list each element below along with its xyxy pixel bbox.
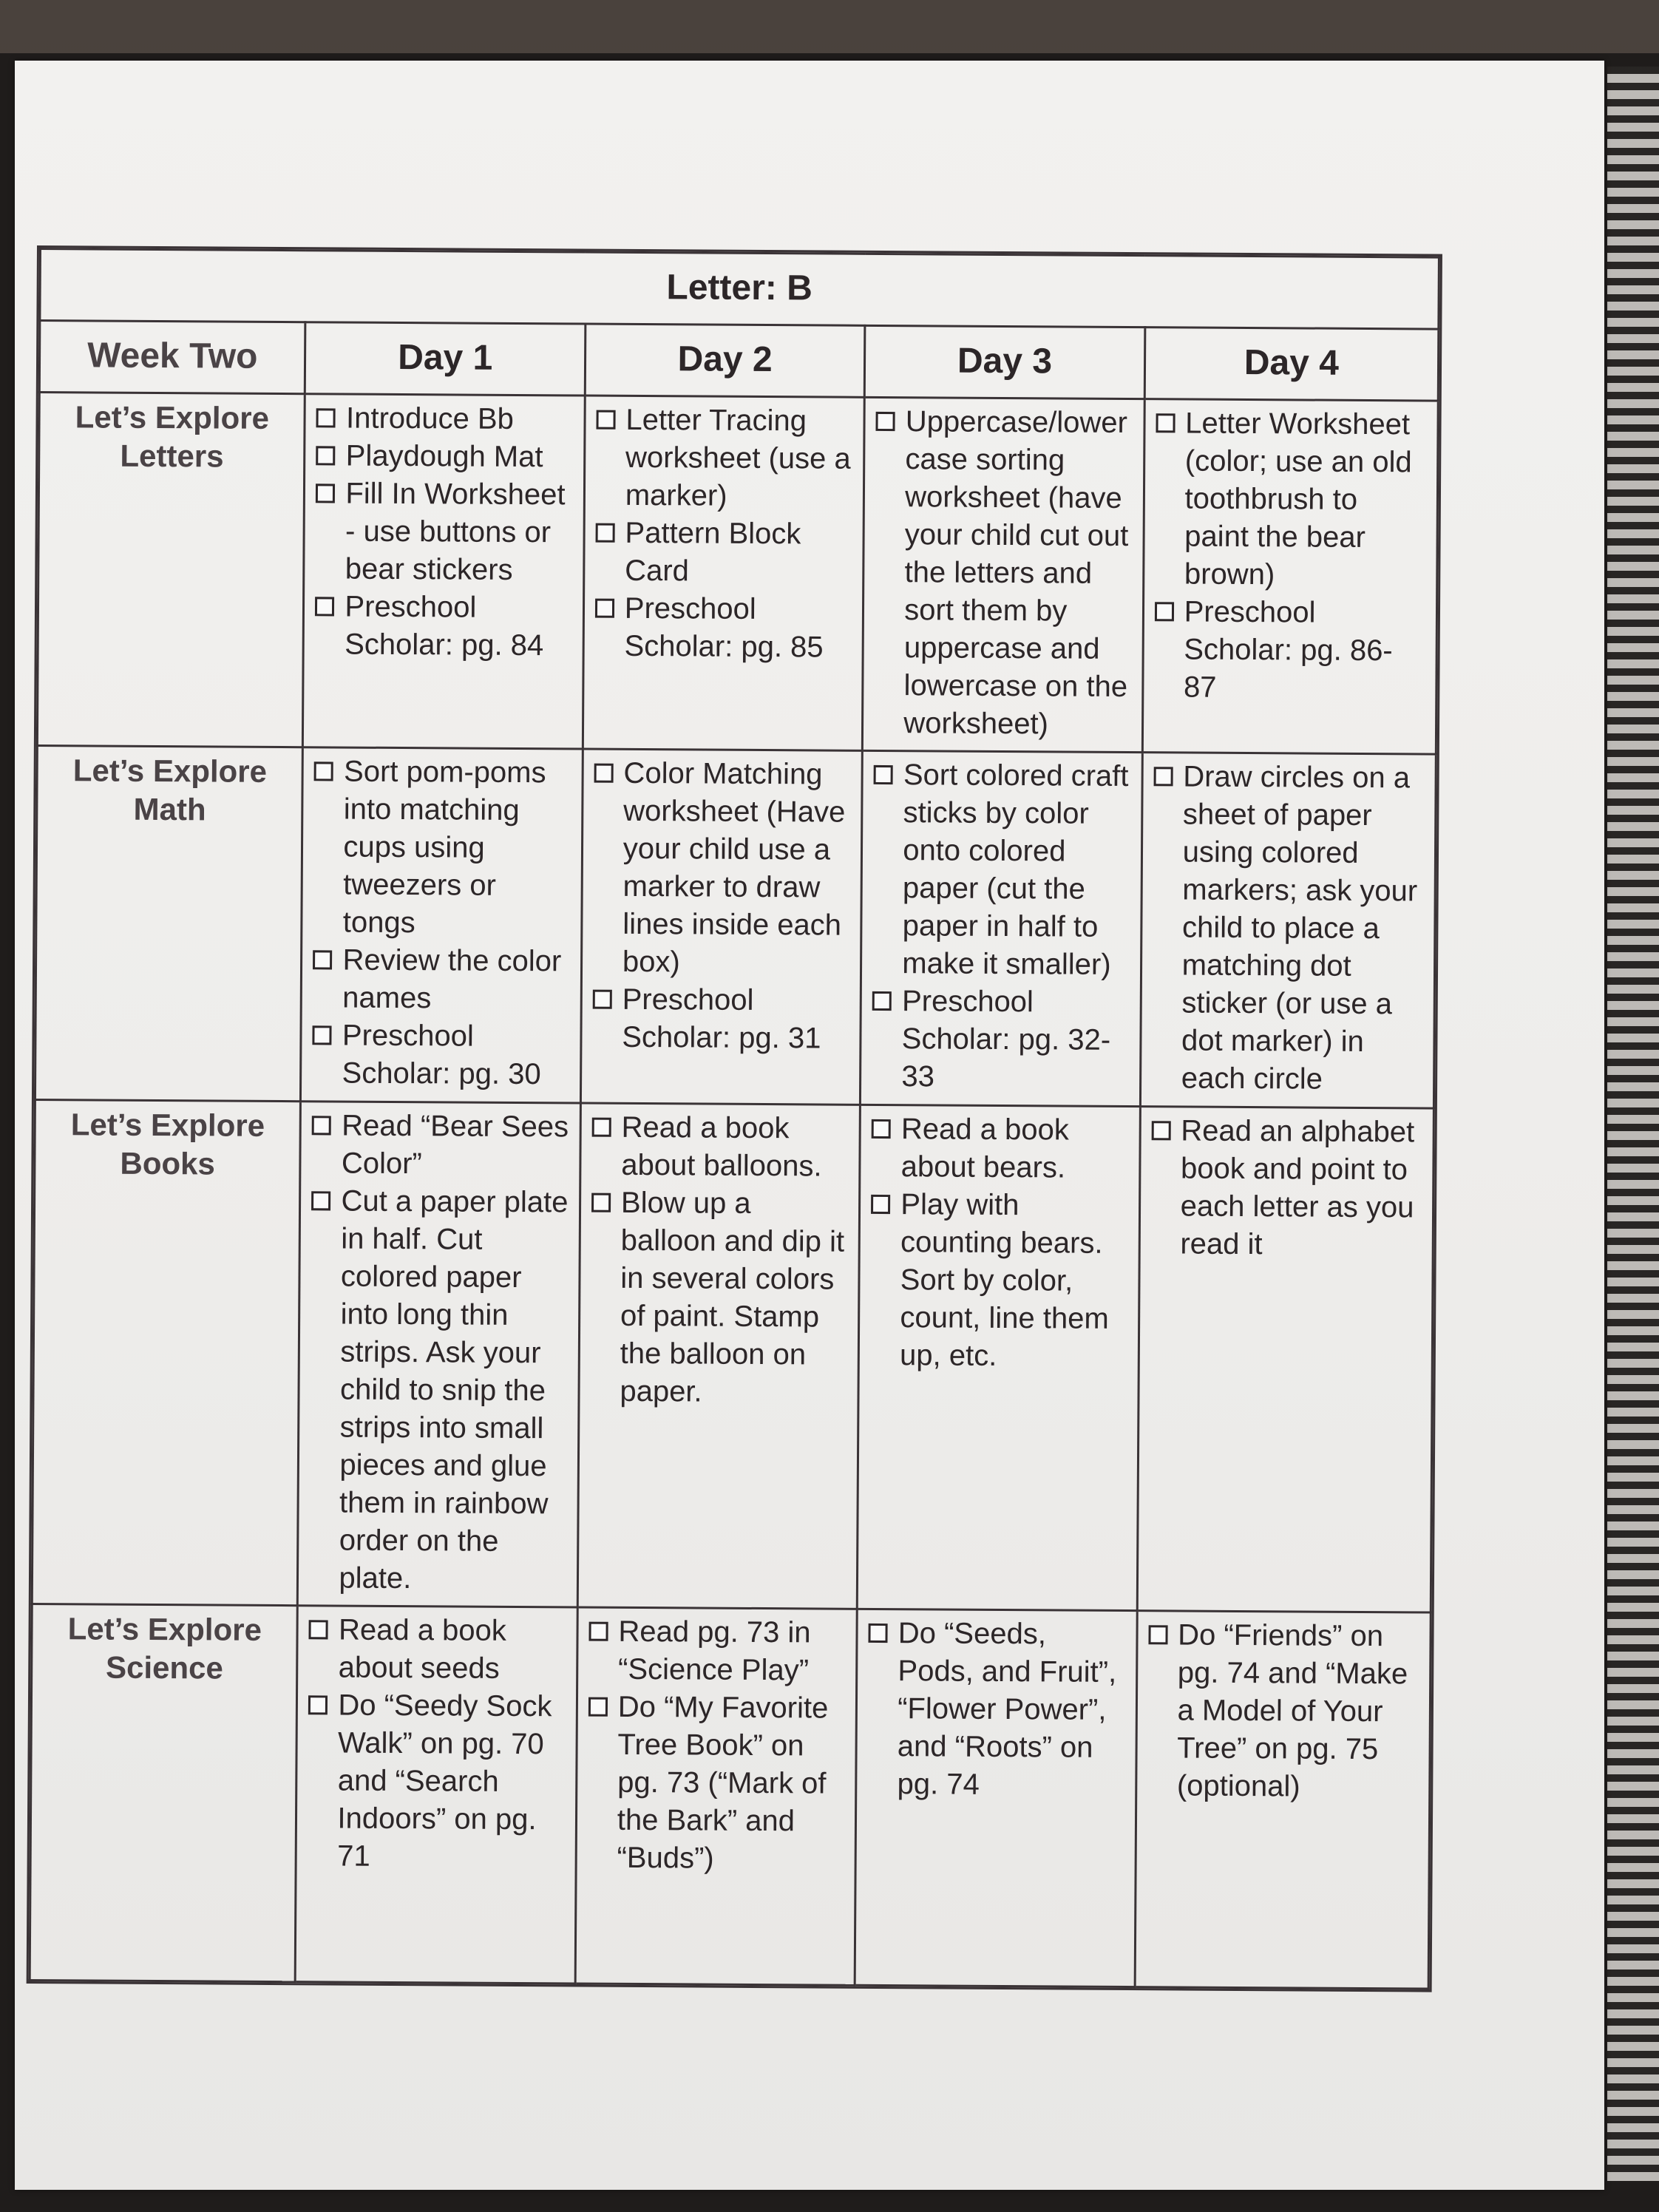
week-heading: Week Two <box>39 321 305 394</box>
cell-books-day-1 <box>298 1102 581 1607</box>
list-item[interactable]: Do “My Favorite Tree Book” on pg. 73 (“Mark of the Bark” and “Buds”) <box>587 1689 845 1879</box>
checkbox[interactable] <box>588 1622 608 1641</box>
list-item[interactable]: Pattern Block Card <box>595 515 852 591</box>
list-item[interactable]: Cut a paper plate in half. Cut colored paper into long thin strips. Ask your child to snip the strips into small pieces and glue them in rainbow order on the plate. <box>309 1182 569 1598</box>
cell-math-day-1 <box>301 747 583 1103</box>
list-item[interactable]: Do “Seeds, Pods, and Fruit”, “Flower Power”, and “Roots” on pg. 74 <box>867 1615 1125 1805</box>
day-3-heading: Day 3 <box>865 325 1145 398</box>
checkbox[interactable] <box>316 408 336 427</box>
list-item[interactable]: Fill In Worksheet - use buttons or bear stickers <box>316 475 573 589</box>
day-4-heading: Day 4 <box>1144 328 1439 401</box>
checkbox[interactable] <box>1151 1121 1170 1140</box>
cell-letters-day-3 <box>863 397 1144 752</box>
list-item[interactable]: Color Matching worksheet (Have your child use a marker to draw lines inside each box) <box>593 755 851 983</box>
checkbox[interactable] <box>869 1624 888 1643</box>
cell-math-day-3 <box>861 750 1142 1106</box>
checkbox[interactable] <box>593 990 612 1009</box>
day-1-heading: Day 1 <box>305 322 586 396</box>
list-item[interactable]: Preschool Scholar: pg. 86-87 <box>1154 593 1425 708</box>
checkbox[interactable] <box>596 410 615 430</box>
table-row-letters <box>37 393 1438 755</box>
checkbox[interactable] <box>595 599 614 618</box>
list-item[interactable]: Preschool Scholar: pg. 32-33 <box>872 983 1129 1097</box>
row-label-math: Let’s Explore Math <box>35 746 302 1102</box>
checkbox[interactable] <box>312 1116 331 1135</box>
checkbox[interactable] <box>313 1025 332 1045</box>
checkbox[interactable] <box>594 764 613 783</box>
list-item[interactable]: Do “Seedy Sock Walk” on pg. 70 and “Search Indoors” on pg. 71 <box>308 1686 566 1876</box>
list-item[interactable]: Play with counting bears. Sort by color, count, line them up, etc. <box>870 1186 1128 1376</box>
checkbox[interactable] <box>872 1119 891 1139</box>
checkbox[interactable] <box>316 446 336 465</box>
cell-science-day-4 <box>1135 1611 1431 1989</box>
cell-books-day-3 <box>858 1105 1141 1610</box>
list-item[interactable]: Read a book about bears. <box>872 1110 1129 1187</box>
checkbox[interactable] <box>1148 1625 1167 1644</box>
list-item[interactable]: Read pg. 73 in “Science Play” <box>588 1613 846 1690</box>
checkbox[interactable] <box>315 597 334 616</box>
day-2-heading: Day 2 <box>585 324 865 397</box>
checkbox[interactable] <box>595 523 614 543</box>
cell-letters-day-1 <box>303 394 585 749</box>
row-label-books: Let’s Explore Books <box>32 1100 301 1606</box>
cell-letters-day-2 <box>583 396 864 750</box>
cell-books-day-2 <box>577 1103 861 1609</box>
checkbox[interactable] <box>591 1193 611 1212</box>
row-label-science: Let’s Explore Science <box>30 1604 298 1981</box>
lesson-plan-table <box>27 245 1442 1992</box>
paper-sheet <box>15 61 1604 2190</box>
checkbox[interactable] <box>874 765 893 784</box>
checkbox[interactable] <box>871 1195 890 1214</box>
list-item[interactable]: Letter Tracing worksheet (use a marker) <box>596 401 853 516</box>
checkbox[interactable] <box>314 761 333 781</box>
list-item[interactable]: Read a book about seeds <box>309 1611 566 1688</box>
list-item[interactable]: Letter Worksheet (color; use an old toothbrush to paint the bear brown) <box>1155 404 1427 594</box>
cell-science-day-1 <box>296 1606 577 1984</box>
list-item[interactable]: Do “Friends” on pg. 74 and “Make a Model of Your Tree” on pg. 75 (optional) <box>1147 1616 1419 1806</box>
list-item[interactable]: Preschool Scholar: pg. 30 <box>312 1017 569 1093</box>
cell-math-day-4 <box>1140 753 1436 1108</box>
plan-title: Letter: B <box>40 249 1439 330</box>
list-item[interactable]: Sort pom-poms into matching cups using tweezers or tongs <box>313 753 571 943</box>
checkbox[interactable] <box>1153 767 1173 786</box>
list-item[interactable]: Draw circles on a sheet of paper using colored markers; ask your child to place a matching dot sticker (or use a dot marker) in each circle <box>1152 758 1425 1099</box>
checkbox[interactable] <box>1156 413 1175 432</box>
table-row-math <box>35 746 1436 1109</box>
table-row-books <box>32 1100 1434 1613</box>
checkbox[interactable] <box>309 1620 328 1639</box>
list-item[interactable]: Playdough Mat <box>316 437 574 476</box>
checkbox[interactable] <box>316 484 335 503</box>
checkbox[interactable] <box>876 412 895 431</box>
cell-books-day-4 <box>1137 1107 1434 1612</box>
cell-science-day-3 <box>855 1609 1136 1987</box>
list-item[interactable]: Sort colored craft sticks by color onto colored paper (cut the paper in half to make it smaller) <box>872 756 1130 984</box>
list-item[interactable]: Read “Bear Sees Color” <box>312 1107 569 1184</box>
checkbox[interactable] <box>1155 602 1174 621</box>
list-item[interactable]: Read an alphabet book and point to each letter as you read it <box>1150 1112 1422 1264</box>
list-item[interactable]: Uppercase/lower case sorting worksheet (have your child cut out the letters and sort them by uppercase and lowercase on the worksheet) <box>874 403 1133 744</box>
list-item[interactable]: Introduce Bb <box>316 399 574 438</box>
checkbox[interactable] <box>872 991 892 1011</box>
checkbox[interactable] <box>312 1191 331 1210</box>
table-row-science <box>30 1604 1431 1989</box>
list-item[interactable]: Preschool Scholar: pg. 31 <box>592 981 849 1058</box>
list-item[interactable]: Preschool Scholar: pg. 84 <box>315 588 572 665</box>
list-item[interactable]: Blow up a balloon and dip it in several colors of paint. Stamp the balloon on paper. <box>590 1184 848 1412</box>
list-item[interactable]: Preschool Scholar: pg. 85 <box>594 590 852 667</box>
checkbox[interactable] <box>313 950 332 969</box>
cell-math-day-2 <box>580 749 862 1105</box>
cell-science-day-2 <box>575 1607 857 1985</box>
checkbox[interactable] <box>588 1697 608 1717</box>
list-item[interactable]: Review the color names <box>313 941 570 1018</box>
sheet-protector-edge <box>1607 67 1659 2181</box>
cell-letters-day-4 <box>1142 399 1438 754</box>
row-label-letters: Let’s Explore Letters <box>37 393 305 747</box>
list-item[interactable]: Read a book about balloons. <box>591 1109 849 1186</box>
checkbox[interactable] <box>308 1695 328 1714</box>
checkbox[interactable] <box>592 1118 611 1137</box>
